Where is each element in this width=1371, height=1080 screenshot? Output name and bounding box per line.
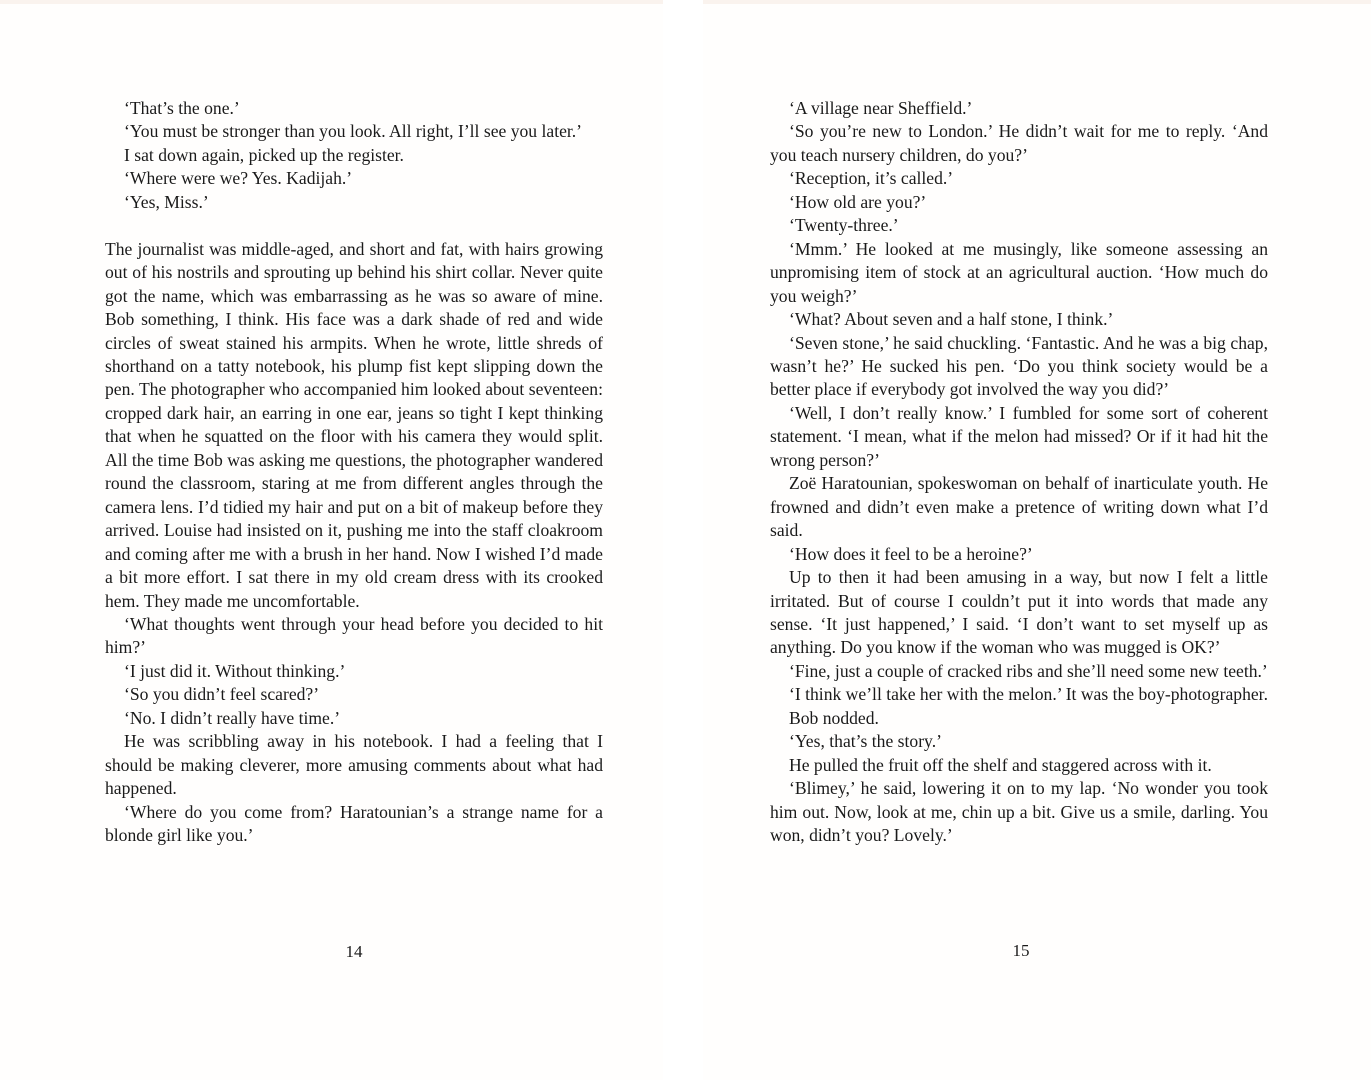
- paragraph: ‘Reception, it’s called.’: [789, 168, 954, 189]
- page-number: 14: [345, 942, 363, 961]
- page-number: 15: [1012, 941, 1030, 960]
- paragraph: ‘How does it feel to be a heroine?’: [789, 543, 1033, 564]
- paragraph: ‘Yes, Miss.’: [124, 191, 209, 212]
- paragraph: ‘I just did it. Without thinking.’: [124, 660, 346, 681]
- paragraph: ‘Mmm.’ He looked at me musingly, like someone assessing an unpromising item of stock at an agricultural auction. ‘How much do you weigh?’: [770, 238, 1268, 306]
- paragraph: The journalist was middle-aged, and short and fat, with hairs growing out of his nostrils and sprouting up behind his shirt collar. Never quite got the name, which was embarrassing as he was so aware of mine. Bob something, I think. His face was a dark shade of red and wide circles of sweat stained his armpits. When he wrote, little shreds of shorthand on a tatty notebook, his plump fist kept slipping down the pen. The photographer who accompanied him looked about seventeen: cropped dark hair, an earring in one ear, jeans so tight I kept thinking that when he squatted on the floor with his camera they would split. All the time Bob was asking me questions, the photographer wandered round the classroom, staring at me from different angles through the camera lens. I’d tidied my hair and put on a bit of makeup before they arrived. Louise had insisted on it, pushing me into the staff cloakroom and coming after me with a brush in her hand. Now I wished I’d made a bit more effort. I sat there in my old cream dress with its crooked hem. They made me uncomfortable.: [105, 238, 603, 611]
- right-page: [703, 0, 1371, 1080]
- left-page: [0, 0, 663, 1080]
- page-edge: [703, 0, 1371, 4]
- paragraph: He pulled the fruit off the shelf and staggered across with it.: [789, 754, 1212, 775]
- paragraph: ‘You must be stronger than you look. All right, I’ll see you later.’: [124, 121, 583, 142]
- paragraph: ‘I think we’ll take her with the melon.’ It was the boy-photographer.: [789, 684, 1268, 705]
- left-page-text: [105, 97, 603, 847]
- paragraph: ‘Seven stone,’ he said chuckling. ‘Fantastic. And he was a big chap, wasn’t he?’ He sucked his pen. ‘Do you think society would be a better place if everybody got involved the way you did?’: [770, 332, 1268, 400]
- paragraph: I sat down again, picked up the register.: [124, 144, 404, 165]
- paragraph: ‘No. I didn’t really have time.’: [124, 707, 341, 728]
- paragraph: ‘That’s the one.’: [124, 98, 240, 118]
- paragraph: ‘So you didn’t feel scared?’: [124, 684, 320, 705]
- paragraph: ‘What thoughts went through your head before you decided to hit him?’: [105, 613, 603, 658]
- section-break: [105, 214, 603, 237]
- paragraph: ‘So you’re new to London.’ He didn’t wait for me to reply. ‘And you teach nursery children, do you?’: [770, 121, 1268, 165]
- paragraph: ‘Blimey,’ he said, lowering it on to my lap. ‘No wonder you took him out. Now, look at me, chin up a bit. Give us a smile, darling. You won, didn’t you? Lovely.’: [770, 778, 1268, 846]
- right-page-text: [770, 97, 1268, 848]
- paragraph: ‘Fine, just a couple of cracked ribs and she’ll need some new teeth.’: [789, 660, 1268, 681]
- paragraph: He was scribbling away in his notebook. I had a feeling that I should be making cleverer, more amusing comments about what had happened.: [105, 731, 603, 799]
- paragraph: ‘How old are you?’: [789, 191, 927, 212]
- paragraph: ‘Yes, that’s the story.’: [789, 731, 942, 752]
- page-edge: [0, 0, 663, 4]
- gutter: [663, 0, 703, 1080]
- paragraph: Zoë Haratounian, spokeswoman on behalf of inarticulate youth. He frowned and didn’t even make a pretence of writing down what I’d said.: [770, 473, 1268, 541]
- paragraph: ‘Where were we? Yes. Kadijah.’: [124, 168, 353, 189]
- paragraph: ‘Twenty-three.’: [789, 215, 899, 236]
- paragraph: Bob nodded.: [789, 707, 879, 728]
- paragraph: ‘A village near Sheffield.’: [789, 98, 973, 118]
- paragraph: Up to then it had been amusing in a way, but now I felt a little irritated. But of course I couldn’t put it into words that made any sense. ‘It just happened,’ I said. ‘I don’t want to set myself up as anything. Do you know if the woman who was mugged is OK?’: [770, 567, 1268, 658]
- paragraph: ‘Where do you come from? Haratounian’s a strange name for a blonde girl like you.’: [105, 801, 603, 846]
- paragraph: ‘Well, I don’t really know.’ I fumbled for some sort of coherent statement. ‘I mean, what if the melon had missed? Or if it had hit the wrong person?’: [770, 402, 1268, 470]
- paragraph: ‘What? About seven and a half stone, I think.’: [789, 309, 1114, 330]
